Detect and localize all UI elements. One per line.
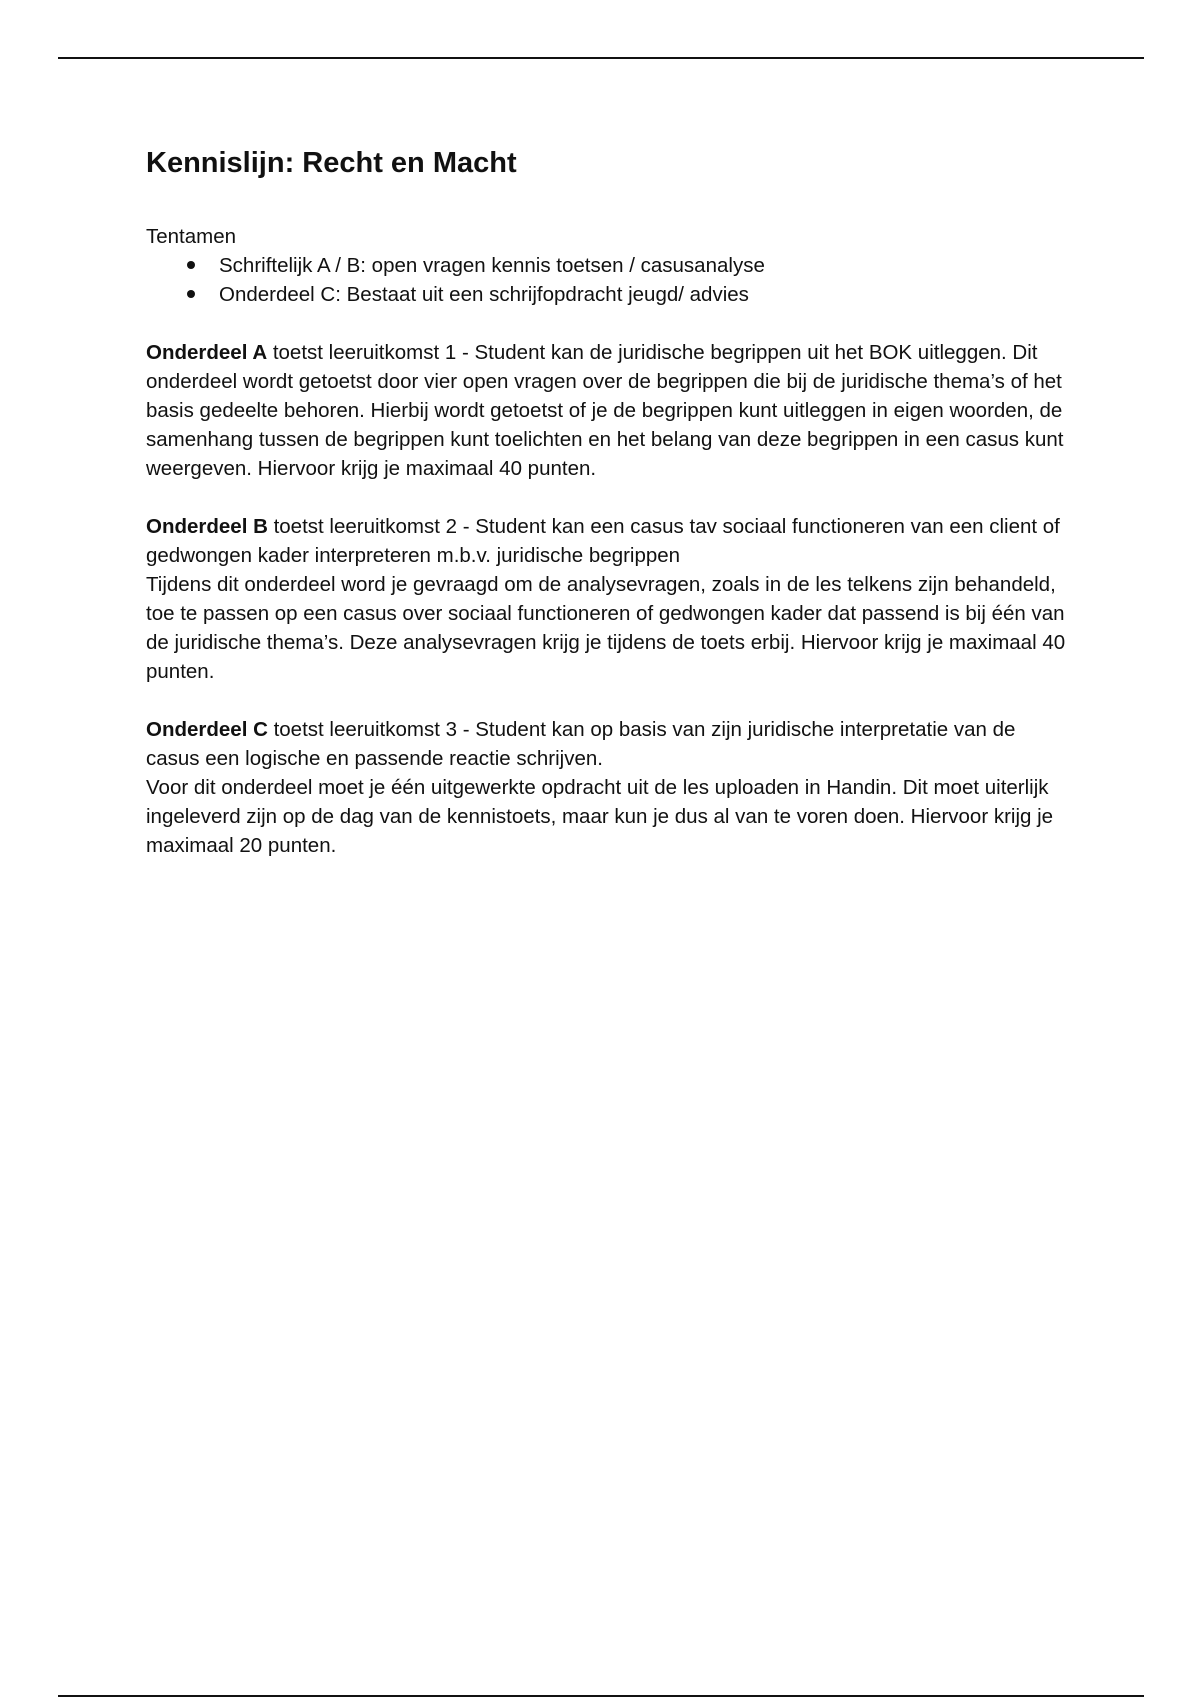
section-body: Tijdens dit onderdeel word je gevraagd om de analysevragen, zoals in de les telkens zijn behandeld, toe te passen op een casus over sociaal functioneren of gedwongen kader dat passend is bij één van de juridische thema’s. Deze analysevragen krijg je tijdens de toets erbij. Hiervoor krijg je maximaal 40 punten. bbox=[146, 573, 1066, 683]
section-heading: Onderdeel C bbox=[146, 718, 268, 741]
list-item-text: Onderdeel C: Bestaat uit een schrijfopdracht jeugd/ advies bbox=[219, 283, 749, 306]
section-onderdeel-a bbox=[146, 338, 1066, 483]
bottom-rule bbox=[58, 1695, 1144, 1697]
section-onderdeel-c bbox=[146, 715, 1066, 860]
section-onderdeel-b bbox=[146, 512, 1066, 686]
list-item-text: Schriftelijk A / B: open vragen kennis toetsen / casusanalyse bbox=[219, 254, 765, 277]
top-rule bbox=[58, 57, 1144, 59]
section-paragraph bbox=[146, 512, 1066, 570]
tentamen-list bbox=[146, 251, 1066, 309]
section-intro: toetst leeruitkomst 3 - Student kan op basis van zijn juridische interpretatie van de casus een logische en passende reactie schrijven. bbox=[146, 718, 1016, 770]
document-title: Kennislijn: Recht en Macht bbox=[146, 147, 517, 179]
section-intro: toetst leeruitkomst 2 - Student kan een casus tav sociaal functioneren van een client of gedwongen kader interpreteren m.b.v. juridische begrippen bbox=[146, 515, 1060, 567]
list-item bbox=[184, 280, 1066, 309]
section-heading: Onderdeel B bbox=[146, 515, 268, 538]
tentamen-label: Tentamen bbox=[146, 225, 237, 248]
list-item bbox=[184, 251, 1066, 280]
section-paragraph bbox=[146, 338, 1066, 483]
bullet-icon bbox=[184, 280, 219, 309]
section-body: Voor dit onderdeel moet je één uitgewerkte opdracht uit de les uploaden in Handin. Dit moet uiterlijk ingeleverd zijn op de dag van de kennistoets, maar kun je dus al van te voren doen. Hiervoor krijg je maximaal 20 punten. bbox=[146, 776, 1054, 857]
document-content bbox=[146, 143, 1066, 860]
bullet-icon bbox=[184, 251, 219, 280]
section-heading: Onderdeel A bbox=[146, 341, 268, 364]
section-intro: toetst leeruitkomst 1 - Student kan de juridische begrippen uit het BOK uitleggen. Dit onderdeel wordt getoetst door vier open vragen over de begrippen die bij de juridische thema’s of het basis gedeelte behoren. Hierbij wordt getoetst of je de begrippen kunt uitleggen in eigen woorden, de samenhang tussen de begrippen kunt toelichten en het belang van deze begrippen in een casus kunt weergeven. Hiervoor krijg je maximaal 40 punten. bbox=[146, 341, 1064, 480]
section-paragraph bbox=[146, 715, 1066, 773]
